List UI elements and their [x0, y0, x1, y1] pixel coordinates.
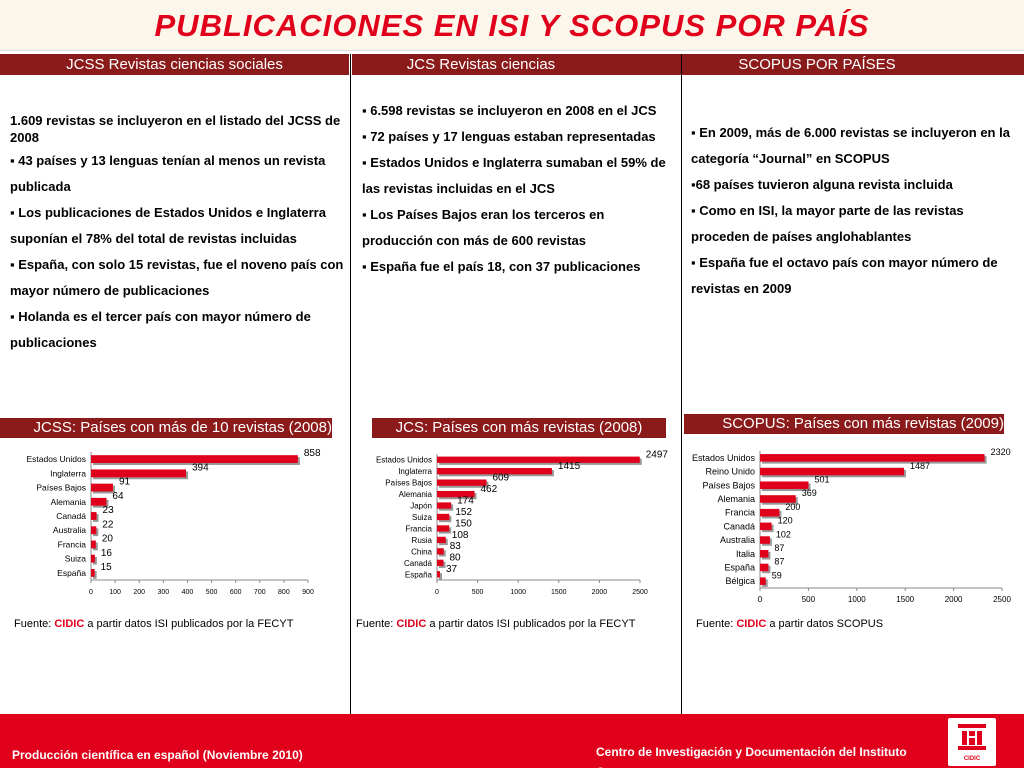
data-label: 2320: [990, 447, 1011, 458]
footer-right-text: Centro de Investigación y Documentación del Instituto Cervantes: [596, 745, 907, 779]
bar: [437, 560, 443, 566]
category-label: Canadá: [723, 521, 755, 532]
bar: [760, 454, 985, 462]
data-label: 858: [303, 448, 321, 460]
source-prefix: Fuente:: [14, 618, 55, 630]
bar: [91, 512, 97, 520]
x-tick-label: 700: [253, 589, 266, 596]
footer-bar: [0, 714, 1024, 779]
data-label: 15: [100, 561, 112, 573]
chart-title-jcs: JCS: Países con más revistas (2008): [372, 418, 666, 438]
x-tick-label: 0: [757, 595, 763, 604]
data-label: 501: [814, 474, 830, 485]
category-label: España: [57, 567, 86, 578]
data-label: 16: [100, 547, 112, 559]
data-label: 37: [446, 564, 458, 576]
bar: [437, 502, 451, 508]
bar: [760, 509, 779, 517]
bar: [760, 577, 766, 585]
data-label: 609: [492, 472, 510, 484]
x-tick-label: 2500: [993, 595, 1011, 604]
data-label: 20: [101, 533, 113, 545]
data-label: 369: [801, 488, 817, 499]
data-label: 120: [777, 515, 793, 526]
category-label: España: [724, 562, 755, 573]
x-tick-label: 500: [801, 595, 816, 604]
bar: [760, 468, 904, 476]
data-label: 462: [480, 483, 498, 495]
bar: [91, 541, 96, 549]
page-title: PUBLICACIONES EN ISI Y SCOPUS POR PAÍS: [154, 8, 870, 43]
category-label: Alemania: [50, 496, 86, 507]
jcss-bullet: ▪ Los publicaciones de Estados Unidos e Inglaterra suponían el 78% del total de revistas incluidas: [10, 205, 326, 246]
x-tick-label: 2000: [944, 595, 963, 604]
category-label: Bélgica: [725, 576, 755, 587]
bar: [437, 571, 440, 577]
category-label: Rusia: [411, 535, 432, 545]
scopus-bullet: ▪ Como en ISI, la mayor parte de las revistas proceden de países anglohablantes: [691, 203, 964, 244]
jcs-bullet: ▪ Estados Unidos e Inglaterra sumaban el 59% de las revistas incluidas en el JCS: [362, 155, 666, 196]
source-note-jcss: [14, 618, 293, 630]
data-label: 87: [774, 556, 785, 567]
category-label: Alemania: [398, 490, 432, 500]
category-label: Japón: [410, 501, 432, 511]
category-label: Australia: [719, 535, 755, 546]
category-label: Canadá: [403, 558, 432, 568]
category-label: Estados Unidos: [26, 454, 86, 465]
category-label: Reino Unido: [705, 466, 755, 477]
bar: [437, 479, 486, 485]
x-tick-label: 800: [278, 589, 290, 596]
category-label: Inglaterra: [50, 468, 86, 479]
data-label: 80: [449, 552, 461, 564]
category-label: Francia: [724, 507, 755, 518]
column-heading-jcs: JCS Revistas ciencias: [352, 54, 610, 75]
data-label: 108: [451, 529, 469, 541]
bar: [437, 537, 446, 543]
data-label: 200: [785, 501, 801, 512]
x-tick-label: 500: [471, 589, 484, 596]
data-label: 102: [775, 529, 791, 540]
data-label: 64: [112, 490, 124, 502]
x-tick-label: 1500: [551, 589, 567, 596]
source-suffix: a partir datos ISI publicados por la FECYT: [84, 618, 294, 630]
cidic-logo: [948, 718, 996, 766]
column-heading-jcss: JCSS Revistas ciencias sociales: [0, 54, 349, 75]
data-label: 83: [449, 541, 461, 553]
x-tick-label: 100: [109, 589, 121, 596]
source-note-jcs: [356, 618, 635, 630]
data-label: 2497: [645, 449, 669, 461]
source-brand: CIDIC: [54, 618, 85, 630]
data-label: 1487: [909, 460, 930, 471]
chart-title-jcss: JCSS: Países con más de 10 revistas (2008): [0, 418, 332, 438]
data-label: 59: [771, 570, 782, 581]
category-label: Estados Unidos: [375, 455, 432, 465]
data-label: 394: [191, 462, 209, 474]
category-label: Canadá: [56, 511, 86, 521]
cervantes-logo-icon: [958, 724, 986, 750]
x-tick-label: 600: [229, 589, 242, 596]
x-tick-label: 2500: [632, 589, 648, 596]
category-label: España: [404, 570, 432, 580]
bar: [91, 526, 96, 534]
scopus-bullet: ▪ En 2009, más de 6.000 revistas se incluyeron en la categoría “Journal” en SCOPUS: [691, 125, 1010, 166]
category-label: Francia: [57, 539, 86, 550]
data-label: 174: [457, 495, 474, 507]
logo-text: CIDIC: [963, 756, 981, 762]
source-brand: CIDIC: [396, 618, 427, 630]
category-label: Suiza: [411, 513, 432, 522]
category-label: Alemania: [717, 493, 755, 504]
data-label: 150: [455, 518, 472, 530]
jcss-bullet: ▪ España, con solo 15 revistas, fue el noveno país con mayor número de publicaciones: [10, 257, 344, 298]
footer-left-text: Producción científica en español (Noviembre 2010): [12, 748, 303, 762]
category-label: Inglaterra: [398, 467, 432, 477]
data-label: 91: [118, 476, 131, 488]
jcs-bullet: ▪ España fue el país 18, con 37 publicaciones: [362, 259, 641, 274]
bar: [437, 457, 640, 463]
x-tick-label: 1000: [847, 595, 866, 604]
jcs-bullet: ▪ Los Países Bajos eran los terceros en producción con más de 600 revistas: [362, 207, 605, 248]
bar: [91, 484, 113, 492]
scopus-bullet: ▪ España fue el octavo país con mayor número de revistas en 2009: [691, 255, 998, 296]
data-label: 1415: [557, 461, 581, 473]
source-brand: CIDIC: [736, 618, 767, 630]
data-label: 22: [102, 519, 114, 531]
x-tick-label: 500: [205, 589, 218, 596]
data-label: 152: [455, 506, 473, 518]
category-label: Suiza: [64, 553, 86, 564]
category-label: Países Bajos: [385, 478, 432, 488]
scopus-bullet: ▪68 países tuvieron alguna revista incluida: [691, 177, 953, 192]
x-tick-label: 1000: [510, 589, 526, 596]
data-label: 87: [774, 542, 785, 553]
bar: [437, 514, 449, 520]
x-tick-label: 300: [157, 589, 170, 596]
jcss-bullet: ▪ 43 países y 13 lenguas tenían al menos un revista publicada: [10, 153, 326, 194]
category-label: Australia: [52, 525, 86, 536]
chart-title-scopus: SCOPUS: Países con más revistas (2009): [684, 414, 1004, 434]
x-tick-label: 2000: [591, 589, 608, 596]
bar: [760, 536, 770, 544]
source-suffix: a partir datos ISI publicados por la FECYT: [426, 618, 636, 630]
bar: [437, 548, 444, 554]
category-label: Italia: [735, 548, 755, 559]
bar: [91, 555, 95, 563]
source-prefix: Fuente:: [356, 618, 397, 630]
column-heading-scopus: SCOPUS POR PAÍSES: [610, 54, 1024, 75]
category-label: Países Bajos: [702, 480, 755, 491]
source-suffix: a partir datos SCOPUS: [766, 618, 884, 630]
x-tick-label: 200: [133, 589, 146, 596]
bar: [760, 550, 768, 558]
source-prefix: Fuente:: [696, 618, 737, 630]
x-tick-label: 400: [181, 589, 194, 596]
jcss-bullet: ▪ Holanda es el tercer país con mayor número de publicaciones: [10, 309, 311, 350]
data-label: 23: [102, 505, 114, 517]
source-note-scopus: [696, 618, 883, 630]
bar: [91, 469, 186, 477]
bar: [437, 525, 449, 531]
jcs-bullet: ▪ 6.598 revistas se incluyeron en 2008 en el JCS: [362, 103, 657, 118]
bar: [91, 569, 95, 577]
x-tick-label: 0: [89, 589, 93, 596]
jcss-bullet: 1.609 revistas se incluyeron en el listado del JCSS de 2008: [10, 113, 341, 145]
x-tick-label: 900: [302, 589, 314, 596]
bar: [760, 523, 772, 531]
jcs-bullet: ▪ 72 países y 17 lenguas estaban representadas: [362, 129, 656, 144]
bar: [760, 564, 768, 572]
category-label: Francia: [405, 524, 432, 534]
x-tick-label: 0: [435, 589, 439, 596]
category-label: Estados Unidos: [691, 452, 755, 463]
x-tick-label: 1500: [896, 595, 915, 604]
category-label: China: [411, 547, 432, 557]
category-label: Países Bajos: [36, 482, 86, 493]
